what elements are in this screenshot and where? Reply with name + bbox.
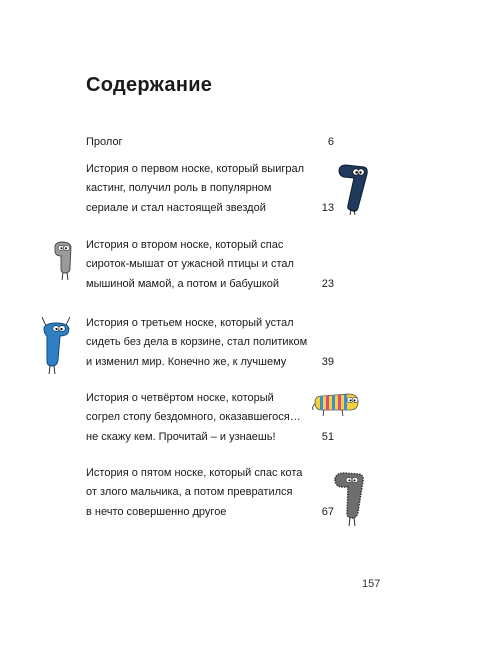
striped-sock-icon xyxy=(312,388,362,418)
entry-page-number: 39 xyxy=(321,355,334,368)
entry-page-number: 13 xyxy=(321,201,334,214)
dark-blue-sock-icon xyxy=(336,162,370,216)
toc-entry-4 xyxy=(86,389,334,449)
entry-line: сериале и стал настоящей звездой xyxy=(86,201,266,214)
toc-entry-5 xyxy=(86,464,334,524)
entry-line: сидеть без дела в корзине, стал политиком xyxy=(86,336,308,349)
page-title: Содержание xyxy=(86,74,213,96)
entry-line: Пролог xyxy=(86,136,123,148)
entry-line: История о первом носке, который выиграл xyxy=(86,163,305,175)
blue-sock-icon xyxy=(36,316,78,376)
page-number: 157 xyxy=(362,578,381,590)
entry-text xyxy=(86,314,316,372)
furry-grey-sock-icon xyxy=(332,470,366,528)
entry-text xyxy=(86,464,316,522)
toc-entry-prologue xyxy=(86,133,334,153)
entry-line: История о четвёртом носке, который xyxy=(86,392,274,404)
entry-line: мышиной мамой, а потом и бабушкой xyxy=(86,277,280,290)
entry-text xyxy=(86,236,316,294)
entry-line: и изменил мир. Конечно же, к лучшему xyxy=(86,355,287,368)
entry-page-number: 6 xyxy=(327,136,334,148)
entry-page-number: 67 xyxy=(321,505,334,518)
entry-text xyxy=(86,133,316,152)
entry-line: кастинг, получил роль в популярном xyxy=(86,182,272,195)
entry-text xyxy=(86,160,316,218)
entry-line: в нечто совершенно другое xyxy=(86,505,227,518)
toc-entry-1 xyxy=(86,160,334,220)
entry-line: от злого мальчика, а потом превратился xyxy=(86,486,293,499)
toc-entry-3 xyxy=(86,314,334,374)
entry-line: История о пятом носке, который спас кота xyxy=(86,467,303,479)
entry-page-number: 51 xyxy=(321,430,334,443)
grey-sock-icon xyxy=(50,240,76,282)
toc-entry-2 xyxy=(86,236,334,296)
entry-page-number: 23 xyxy=(321,277,334,290)
entry-line: не скажу кем. Прочитай – и узнаешь! xyxy=(86,430,276,443)
entry-line: История о втором носке, который спас xyxy=(86,239,284,251)
entry-line: История о третьем носке, который устал xyxy=(86,317,294,329)
entry-line: согрел стопу бездомного, оказавшегося… xyxy=(86,411,301,424)
entry-line: сироток-мышат от ужасной птицы и стал xyxy=(86,258,294,271)
entry-text xyxy=(86,389,316,447)
